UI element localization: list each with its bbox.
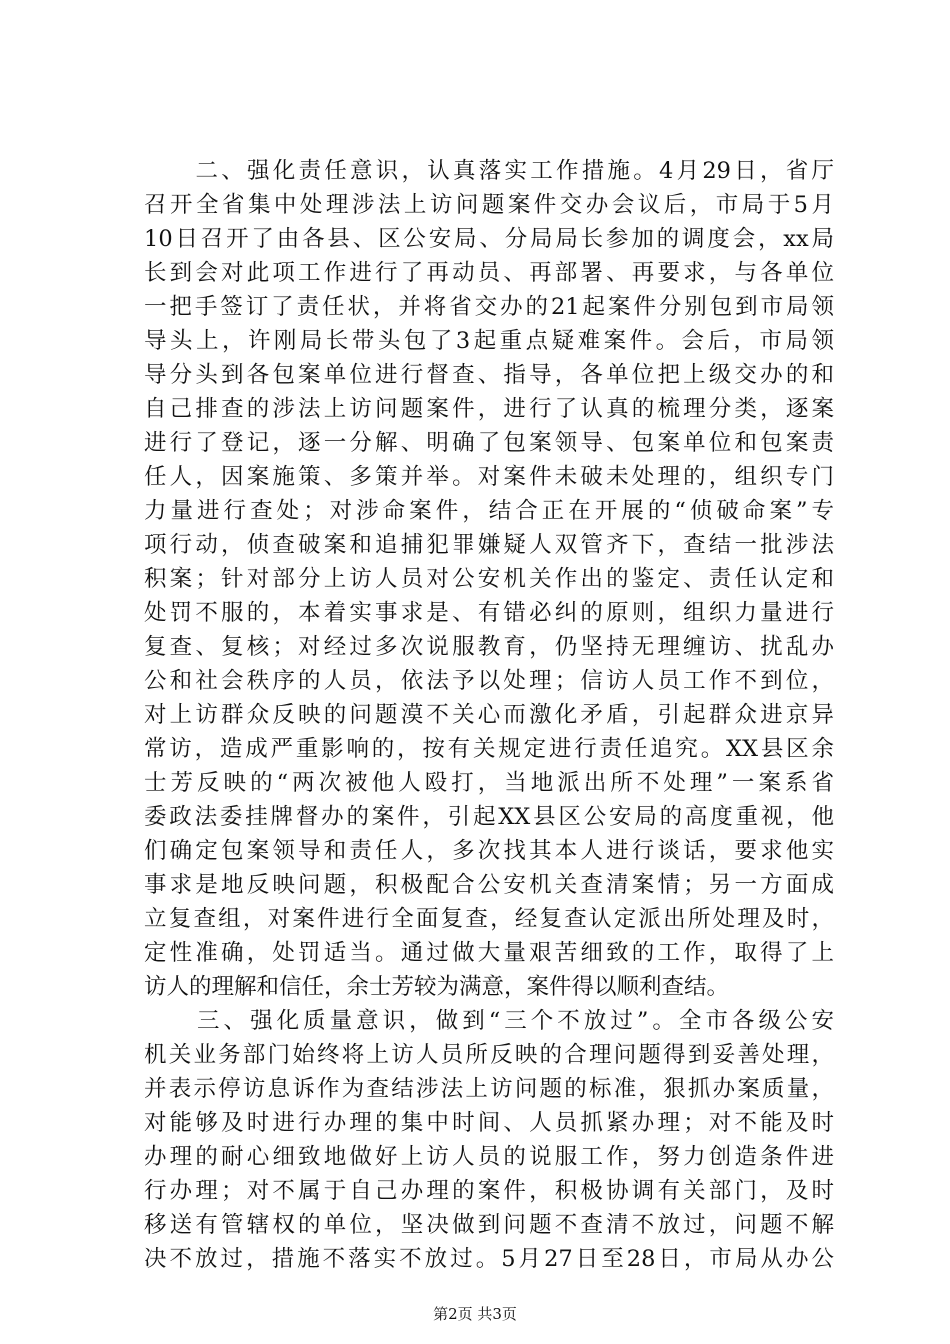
text-line: 对能够及时进行办理的集中时间、人员抓紧办理；对不能及时 <box>144 1110 834 1136</box>
text-line: 10日召开了由各县、区公安局、分局局长参加的调度会，xx局 <box>144 226 834 252</box>
text-line: 并表示停访息诉作为查结涉法上访问题的标准，狠抓办案质量， <box>144 1076 834 1102</box>
text-line: 机关业务部门始终将上访人员所反映的合理问题得到妥善处理， <box>144 1042 834 1068</box>
text-line: 办理的耐心细致地做好上访人员的说服工作，努力创造条件进 <box>144 1144 834 1170</box>
text-line: 一把手签订了责任状，并将省交办的21起案件分别包到市局领 <box>144 294 834 320</box>
text-line: 项行动，侦查破案和追捕犯罪嫌疑人双管齐下，查结一批涉法 <box>144 532 834 558</box>
text-line: 定性准确，处罚适当。通过做大量艰苦细致的工作，取得了上 <box>144 940 834 966</box>
text-line: 们确定包案领导和责任人，多次找其本人进行谈话，要求他实 <box>144 838 834 864</box>
text-line: 导分头到各包案单位进行督查、指导，各单位把上级交办的和 <box>144 362 834 388</box>
text-line: 行办理；对不属于自己办理的案件，积极协调有关部门，及时 <box>144 1178 834 1204</box>
text-line: 移送有管辖权的单位，坚决做到问题不查清不放过，问题不解 <box>144 1212 834 1238</box>
text-line: 自己排查的涉法上访问题案件，进行了认真的梳理分类，逐案 <box>144 396 834 422</box>
text-line: 对上访群众反映的问题漠不关心而激化矛盾，引起群众进京异 <box>144 702 834 728</box>
text-line: 复查、复核；对经过多次说服教育，仍坚持无理缠访、扰乱办 <box>144 634 834 660</box>
text-line: 公和社会秩序的人员，依法予以处理；信访人员工作不到位， <box>144 668 834 694</box>
page-number-footer: 第2页 共3页 <box>433 1305 517 1323</box>
text-line: 召开全省集中处理涉法上访问题案件交办会议后，市局于5月 <box>144 192 834 218</box>
text-line: 导头上，许刚局长带头包了3起重点疑难案件。会后，市局领 <box>144 328 834 354</box>
text-line: 三、强化质量意识，做到“三个不放过”。全市各级公安 <box>144 1008 834 1034</box>
text-line: 积案；针对部分上访人员对公安机关作出的鉴定、责任认定和 <box>144 566 834 592</box>
text-line: 委政法委挂牌督办的案件，引起XX县区公安局的高度重视，他 <box>144 804 834 830</box>
text-line: 任人，因案施策、多策并举。对案件未破未处理的，组织专门 <box>144 464 834 490</box>
text-line: 常访，造成严重影响的，按有关规定进行责任追究。XX县区余 <box>144 736 834 762</box>
text-line: 进行了登记，逐一分解、明确了包案领导、包案单位和包案责 <box>144 430 834 456</box>
text-line: 处罚不服的，本着实事求是、有错必纠的原则，组织力量进行 <box>144 600 834 626</box>
text-line: 二、强化责任意识，认真落实工作措施。4月29日，省厅 <box>144 158 834 184</box>
text-line: 士芳反映的“两次被他人殴打，当地派出所不处理”一案系省 <box>144 770 834 796</box>
text-line: 事求是地反映问题，积极配合公安机关查清案情；另一方面成 <box>144 872 834 898</box>
text-line: 力量进行查处；对涉命案件，结合正在开展的“侦破命案”专 <box>144 498 834 524</box>
text-line: 立复查组，对案件进行全面复查，经复查认定派出所处理及时， <box>144 906 834 932</box>
body-text <box>144 154 834 1276</box>
text-line: 长到会对此项工作进行了再动员、再部署、再要求，与各单位 <box>144 260 834 286</box>
text-line: 决不放过，措施不落实不放过。5月27日至28日，市局从办公 <box>144 1246 834 1272</box>
text-line: 访人的理解和信任，余士芳较为满意，案件得以顺利查结。 <box>144 974 730 1000</box>
